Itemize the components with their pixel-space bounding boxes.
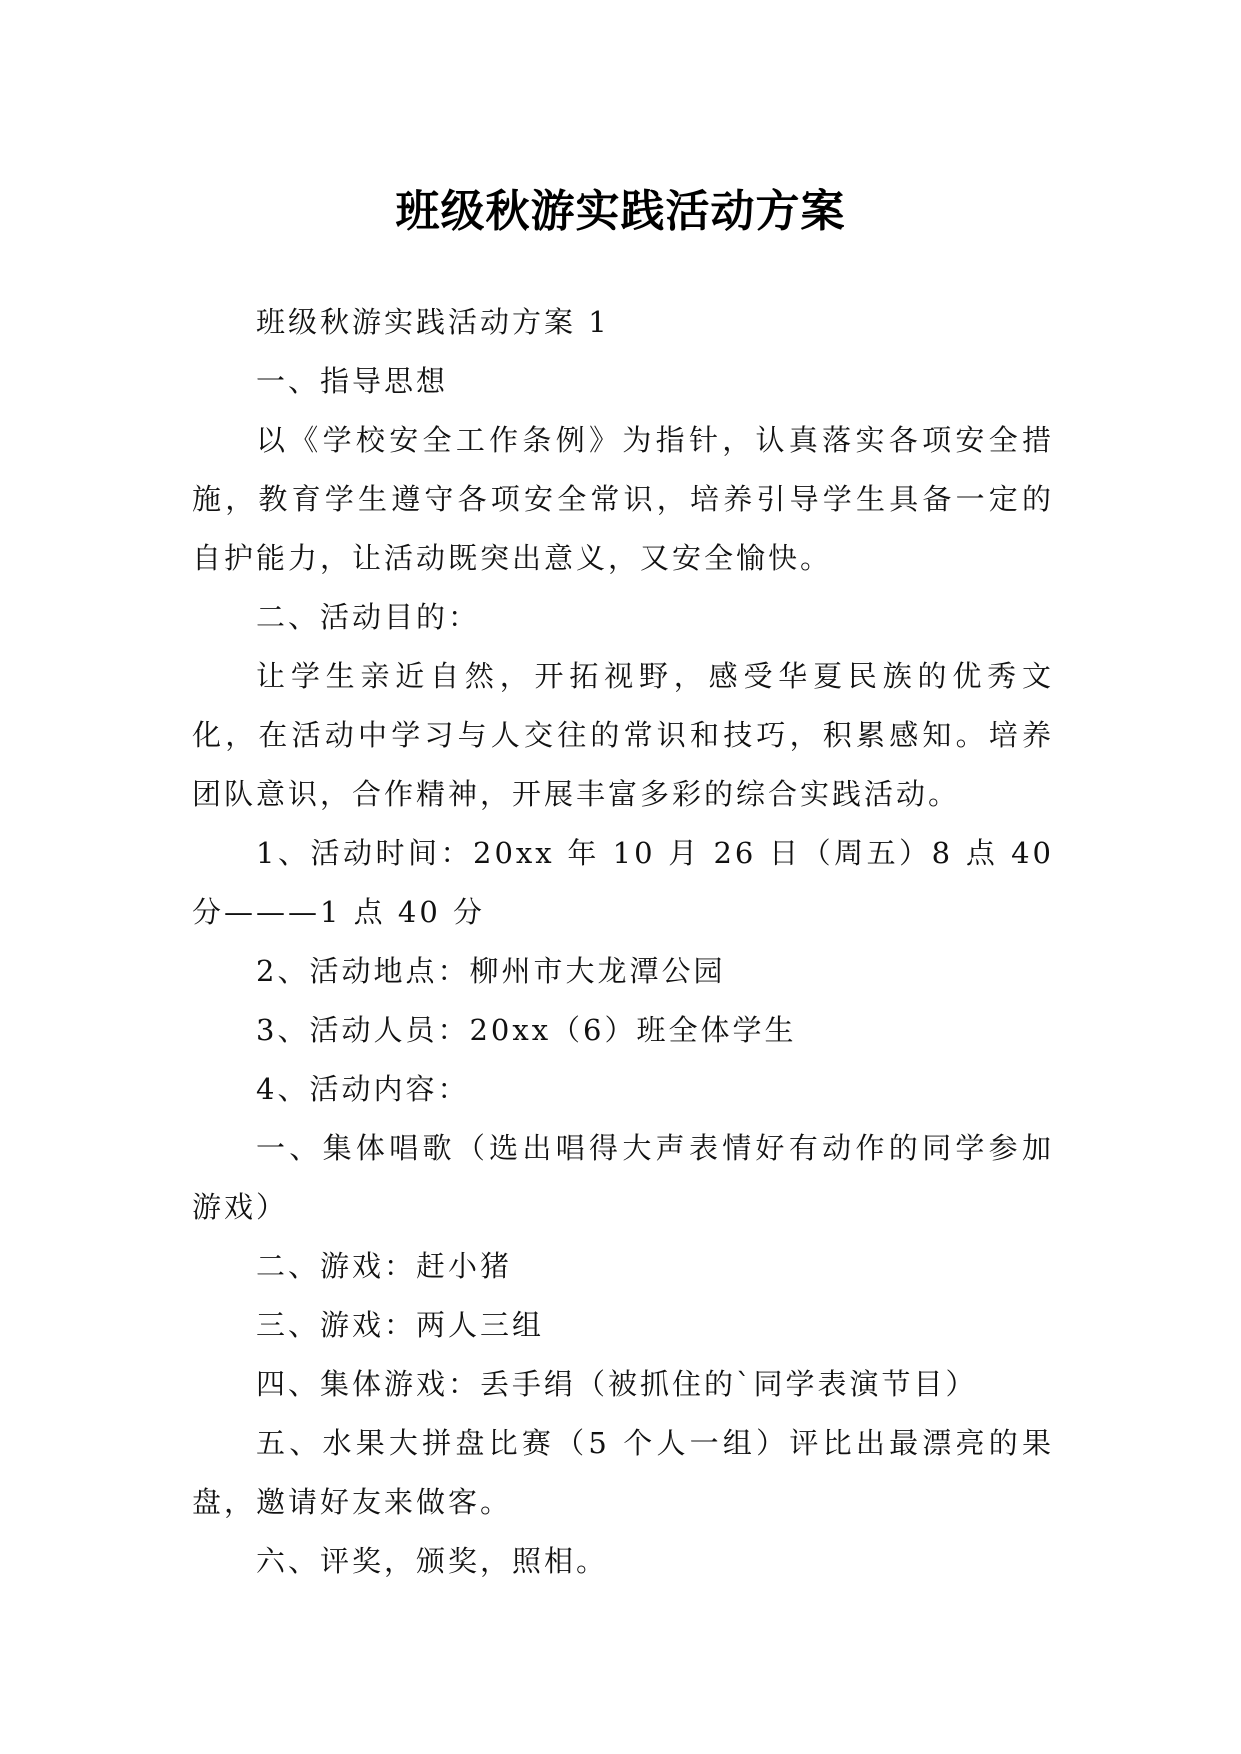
paragraph-subtitle: 班级秋游实践活动方案 1 (256, 305, 610, 339)
list-item-activity-content: 4、活动内容： (256, 1072, 470, 1106)
content-item-fruit-platter: 五、水果大拼盘比赛（5 个人一组）评比出最漂亮的果盘，邀请好友来做客。 (192, 1426, 1054, 1519)
content-item-game-three-legged: 三、游戏：两人三组 (256, 1308, 545, 1342)
document-body (192, 293, 1054, 1591)
list-item-activity-location: 2、活动地点：柳州市大龙潭公园 (256, 954, 726, 988)
section-heading-activity-purpose: 二、活动目的： (256, 600, 481, 634)
document-title: 班级秋游实践活动方案 (395, 186, 846, 238)
paragraph-activity-purpose: 让学生亲近自然，开拓视野，感受华夏民族的优秀文化，在活动中学习与人交往的常识和技巧，积累感知。培养团队意识，合作精神，开展丰富多彩的综合实践活动。 (192, 659, 1054, 811)
list-item-activity-participants: 3、活动人员：20xx（6）班全体学生 (256, 1013, 797, 1047)
list-item-activity-time: 1、活动时间：20xx 年 10 月 26 日（周五）8 点 40 分———1 点 40 分 (192, 836, 1054, 929)
paragraph-guiding-ideology: 以《学校安全工作条例》为指针，认真落实各项安全措施，教育学生遵守各项安全常识，培养引导学生具备一定的自护能力，让活动既突出意义，又安全愉快。 (192, 423, 1054, 575)
section-heading-guiding-ideology: 一、指导思想 (256, 364, 449, 398)
content-item-game-handkerchief: 四、集体游戏：丢手绢（被抓住的`同学表演节目） (256, 1367, 978, 1401)
content-item-game-pig: 二、游戏：赶小猪 (256, 1249, 513, 1283)
content-item-awards: 六、评奖，颁奖，照相。 (256, 1544, 609, 1578)
content-item-group-singing: 一、集体唱歌（选出唱得大声表情好有动作的同学参加游戏） (192, 1131, 1054, 1224)
